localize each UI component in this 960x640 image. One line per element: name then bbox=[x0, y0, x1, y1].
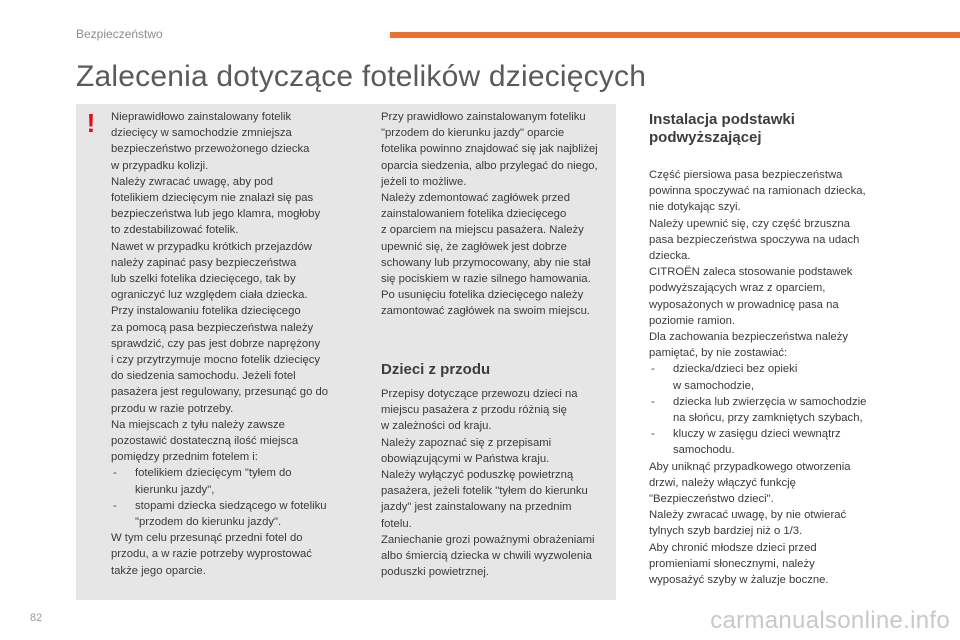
text-line: Należy zwracać uwagę, aby pod bbox=[111, 175, 274, 188]
warning-after-lines bbox=[111, 530, 355, 579]
bullet-line: - dziecka/dzieci bez opieki bbox=[673, 363, 798, 376]
text-line: z oparciem na miejscu pasażera. Należy bbox=[381, 224, 584, 237]
text-line: fotelikiem dziecięcym nie znalazł się pas bbox=[111, 192, 314, 205]
exclamation-warning-icon: ! bbox=[86, 108, 96, 138]
text-line: dziecka. bbox=[649, 250, 691, 263]
text-line: tylnych szyb bardziej niż o 1/3. bbox=[649, 525, 803, 538]
text-line: należy zapinać pasy bezpieczeństwa bbox=[111, 256, 297, 269]
bullet-line: w samochodzie, bbox=[673, 379, 754, 392]
text-line: pasażera, jeżeli fotelik "tyłem do kierunku bbox=[381, 485, 588, 498]
text-line: Należy zwracać uwagę, by nie otwierać bbox=[649, 509, 847, 522]
bullet-item bbox=[649, 361, 889, 393]
text-line: "Bezpieczeństwo dzieci". bbox=[649, 493, 774, 506]
bullet-line: samochodu. bbox=[673, 444, 735, 457]
text-line: bezpieczeństwa lub jego klamra, mogłoby bbox=[111, 208, 321, 221]
text-line: pasa bezpieczeństwa spoczywa na udach bbox=[649, 233, 860, 246]
text-line: w przypadku kolizji. bbox=[111, 159, 209, 172]
text-line: to zdestabilizować fotelik. bbox=[111, 224, 239, 237]
heading-line: podwyższającej bbox=[649, 129, 762, 146]
front-kids-text bbox=[381, 386, 616, 580]
booster-after-lines bbox=[649, 459, 889, 589]
bullet-line: - dziecka lub zwierzęcia w samochodzie bbox=[673, 395, 867, 408]
bullet-line: - fotelikiem dziecięcym "tyłem do bbox=[135, 467, 292, 480]
bullet-item bbox=[649, 426, 889, 458]
text-line: Po usunięciu fotelika dziecięcego należy bbox=[381, 289, 584, 302]
text-line: drzwi, należy włączyć funkcję bbox=[649, 476, 796, 489]
text-line: poziomie ramion. bbox=[649, 314, 736, 327]
text-line: miejscu pasażera z przodu różnią się bbox=[381, 404, 567, 417]
forward-facing-text bbox=[381, 109, 616, 320]
text-line: wyposażyć szyby w żaluzje boczne. bbox=[649, 574, 829, 587]
page-title: Zalecenia dotyczące fotelików dziecięcych bbox=[76, 60, 647, 93]
text-line: się pociskiem w razie silnego hamowania. bbox=[381, 273, 591, 286]
accent-bar bbox=[390, 32, 960, 38]
text-line: sprawdzić, czy pas jest dobrze naprężony bbox=[111, 337, 321, 350]
watermark: carmanualsonline.info bbox=[710, 607, 950, 634]
text-line: ograniczyć luz względem ciała dziecka. bbox=[111, 289, 308, 302]
booster-lines bbox=[649, 167, 889, 361]
text-line: przodu w razie potrzeby. bbox=[111, 402, 234, 415]
booster-heading bbox=[649, 111, 889, 147]
text-line: w zależności od kraju. bbox=[381, 420, 492, 433]
text-line: Dla zachowania bezpieczeństwa należy bbox=[649, 331, 849, 344]
text-line: Nawet w przypadku krótkich przejazdów bbox=[111, 240, 312, 253]
text-line: pomiędzy przednim fotelem i: bbox=[111, 451, 258, 464]
bullet-line: - kluczy w zasięgu dzieci wewnątrz bbox=[673, 428, 841, 441]
text-line: "przodem do kierunku jazdy" oparcie bbox=[381, 127, 565, 140]
text-line: wyposażonych w prowadnicę pasa na bbox=[649, 298, 839, 311]
bullet-item bbox=[111, 465, 355, 497]
text-line: Na miejscach z tyłu należy zawsze bbox=[111, 418, 285, 431]
text-line: lub szelki fotelika dziecięcego, tak by bbox=[111, 273, 296, 286]
text-line: do siedzenia samochodu. Jeżeli fotel bbox=[111, 370, 296, 383]
text-line: upewnić się, że zagłówek jest dobrze bbox=[381, 240, 567, 253]
text-line: zainstalowaniem fotelika dziecięcego bbox=[381, 208, 567, 221]
text-line: także jego oparcie. bbox=[111, 564, 206, 577]
text-line: Należy zapoznać się z przepisami bbox=[381, 436, 552, 449]
text-line: Należy upewnić się, czy część brzuszna bbox=[649, 217, 850, 230]
text-line: pozostawić dostateczną ilość miejsca bbox=[111, 435, 299, 448]
bullet-item bbox=[111, 498, 355, 530]
section-label: Bezpieczeństwo bbox=[76, 27, 163, 41]
text-line: podwyższających wraz z oparciem, bbox=[649, 282, 826, 295]
warning-text bbox=[111, 109, 355, 579]
page-number: 82 bbox=[30, 612, 43, 624]
text-line: powinna spoczywać na ramionach dziecka, bbox=[649, 185, 866, 198]
text-line: pasażera jest regulowany, przesunąć go do bbox=[111, 386, 329, 399]
text-line: Należy wyłączyć poduszkę powietrzną bbox=[381, 469, 574, 482]
text-line: nie dotykając szyi. bbox=[649, 201, 741, 214]
text-line: W tym celu przesunąć przedni fotel do bbox=[111, 532, 303, 545]
text-line: Należy zdemontować zagłówek przed bbox=[381, 192, 571, 205]
text-line: obowiązującymi w Państwa kraju. bbox=[381, 452, 550, 465]
text-line: pamiętać, by nie zostawiać: bbox=[649, 347, 788, 360]
text-line: CITROËN zaleca stosowanie podstawek bbox=[649, 266, 853, 279]
text-line: oparcia siedzenia, albo przylegać do niego, bbox=[381, 159, 598, 172]
warning-lines bbox=[111, 109, 355, 465]
text-line: przodu, a w razie potrzeby wyprostować bbox=[111, 548, 312, 561]
text-line: za pomocą pasa bezpieczeństwa należy bbox=[111, 321, 314, 334]
text-line: Przepisy dotyczące przewozu dzieci na bbox=[381, 388, 578, 400]
text-line: jazdy" jest zainstalowany na przednim bbox=[381, 501, 572, 514]
bullet-line: - stopami dziecka siedzącego w foteliku bbox=[135, 499, 327, 512]
text-line: Zaniechanie grozi poważnymi obrażeniami bbox=[381, 533, 595, 546]
text-line: bezpieczeństwo przewożonego dziecka bbox=[111, 143, 310, 156]
text-line: fotelu. bbox=[381, 517, 412, 530]
bullet-line: na słońcu, przy zamkniętych szybach, bbox=[673, 412, 863, 425]
text-line: Aby chronić młodsze dzieci przed bbox=[649, 541, 817, 554]
text-line: Część piersiowa pasa bezpieczeństwa bbox=[649, 169, 843, 181]
warning-bullets bbox=[111, 465, 355, 530]
text-line: Aby uniknąć przypadkowego otworzenia bbox=[649, 460, 851, 473]
text-line: zamontować zagłówek na swoim miejscu. bbox=[381, 305, 591, 318]
text-line: schowany lub przymocowany, aby nie stał bbox=[381, 256, 591, 269]
front-kids-heading: Dzieci z przodu bbox=[381, 361, 491, 378]
text-line: albo śmiercią dziecka w chwili wyzwolenia bbox=[381, 550, 592, 563]
heading-line: Instalacja podstawki bbox=[649, 111, 795, 128]
text-line: jeżeli to możliwe. bbox=[381, 175, 467, 188]
text-line: Przy prawidłowo zainstalowanym foteliku bbox=[381, 111, 586, 123]
bullet-line: kierunku jazdy", bbox=[135, 483, 215, 496]
text-line: fotelika powinno znajdować się jak najbliżej bbox=[381, 143, 598, 156]
text-line: poduszki powietrznej. bbox=[381, 566, 490, 579]
text-line: promieniami słonecznymi, należy bbox=[649, 557, 815, 570]
booster-bullets bbox=[649, 361, 889, 458]
text-line: i czy przytrzymuje mocno fotelik dziecięcy bbox=[111, 354, 321, 367]
text-line: dziecięcy w samochodzie zmniejsza bbox=[111, 127, 292, 140]
booster-section bbox=[649, 111, 889, 588]
text-line: Nieprawidłowo zainstalowany fotelik bbox=[111, 111, 292, 123]
bullet-item bbox=[649, 394, 889, 426]
bullet-line: "przodem do kierunku jazdy". bbox=[135, 516, 282, 529]
text-line: Przy instalowaniu fotelika dziecięcego bbox=[111, 305, 301, 318]
